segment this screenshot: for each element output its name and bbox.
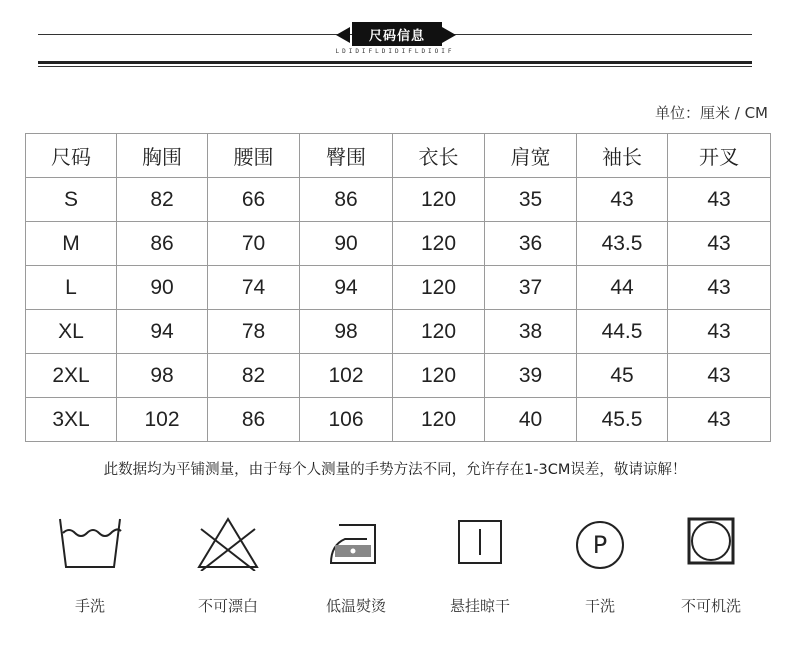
- hang-dry-icon: [445, 515, 515, 571]
- care-label: 手洗: [74, 597, 105, 615]
- table-cell: 120: [393, 222, 485, 266]
- table-cell: 43: [668, 266, 771, 310]
- care-dry-clean: [540, 515, 660, 625]
- table-cell: 43: [668, 354, 771, 398]
- table-cell: 120: [393, 178, 485, 222]
- table-cell: 38: [485, 310, 577, 354]
- do-not-bleach-icon: [193, 515, 263, 571]
- table-cell: 36: [485, 222, 577, 266]
- table-cell: 43: [668, 398, 771, 442]
- table-cell: 94: [117, 310, 208, 354]
- table-cell: S: [26, 178, 117, 222]
- table-cell: 74: [208, 266, 300, 310]
- table-cell: 44: [577, 266, 668, 310]
- table-cell: 82: [117, 178, 208, 222]
- table-cell: 45.5: [577, 398, 668, 442]
- hand-wash-icon: [55, 515, 125, 571]
- section-title: 尺码信息: [352, 22, 442, 46]
- table-cell: L: [26, 266, 117, 310]
- table-cell: 3XL: [26, 398, 117, 442]
- header-cell: 胸围: [117, 134, 208, 178]
- care-label: 干洗: [584, 597, 615, 615]
- table-row: [26, 266, 771, 310]
- table-cell: 86: [300, 178, 393, 222]
- header-cell: 开叉: [668, 134, 771, 178]
- header-cell: 肩宽: [485, 134, 577, 178]
- table-cell: 78: [208, 310, 300, 354]
- do-not-tumble-dry-icon: [676, 515, 746, 571]
- header-flag-left: [336, 27, 350, 43]
- table-row: [26, 310, 771, 354]
- table-row: [26, 398, 771, 442]
- care-hand-wash: [30, 515, 150, 625]
- table-cell: 120: [393, 398, 485, 442]
- table-cell: 94: [300, 266, 393, 310]
- care-label: 不可漂白: [197, 597, 258, 615]
- header-cell: 衣长: [393, 134, 485, 178]
- table-row: [26, 178, 771, 222]
- table-row: [26, 354, 771, 398]
- table-cell: 40: [485, 398, 577, 442]
- table-cell: 120: [393, 266, 485, 310]
- measurement-note: 此数据均为平铺测量，由于每个人测量的手势方法不同，允许存在1-3CM误差，敬请谅解！: [103, 462, 687, 478]
- header-flag-right: [442, 27, 456, 43]
- table-cell: 66: [208, 178, 300, 222]
- header-cell: 尺码: [26, 134, 117, 178]
- dry-clean-icon: [565, 515, 635, 571]
- table-cell: 86: [208, 398, 300, 442]
- header-rule-thin: [38, 66, 752, 67]
- table-cell: 90: [117, 266, 208, 310]
- table-cell: 43.5: [577, 222, 668, 266]
- table-cell: 44.5: [577, 310, 668, 354]
- table-cell: M: [26, 222, 117, 266]
- table-cell: 102: [117, 398, 208, 442]
- table-cell: XL: [26, 310, 117, 354]
- section-subtitle: LDIDIFLDIDIFLDIOIF: [335, 48, 455, 55]
- svg-text:P: P: [592, 531, 608, 559]
- table-cell: 106: [300, 398, 393, 442]
- table-cell: 43: [668, 178, 771, 222]
- table-cell: 98: [117, 354, 208, 398]
- table-cell: 90: [300, 222, 393, 266]
- table-cell: 98: [300, 310, 393, 354]
- table-cell: 35: [485, 178, 577, 222]
- care-do-not-tumble-dry: [651, 515, 771, 625]
- table-row: [26, 222, 771, 266]
- table-cell: 43: [577, 178, 668, 222]
- table-cell: 82: [208, 354, 300, 398]
- care-hang-dry: [420, 515, 540, 625]
- table-cell: 102: [300, 354, 393, 398]
- care-label: 不可机洗: [680, 597, 741, 615]
- header-rule-thick: [38, 61, 752, 64]
- table-cell: 45: [577, 354, 668, 398]
- table-cell: 43: [668, 222, 771, 266]
- size-table: [25, 133, 771, 442]
- table-cell: 39: [485, 354, 577, 398]
- table-cell: 2XL: [26, 354, 117, 398]
- table-cell: 70: [208, 222, 300, 266]
- header-cell: 袖长: [577, 134, 668, 178]
- table-cell: 37: [485, 266, 577, 310]
- unit-label: 单位：厘米 / CM: [654, 104, 768, 122]
- low-temp-iron-icon: [321, 515, 391, 571]
- care-do-not-bleach: [168, 515, 288, 625]
- care-label: 悬挂晾干: [449, 597, 510, 615]
- table-cell: 120: [393, 354, 485, 398]
- table-header-row: [26, 134, 771, 178]
- care-low-temp-iron: [296, 515, 416, 625]
- header-cell: 臀围: [300, 134, 393, 178]
- table-cell: 86: [117, 222, 208, 266]
- care-label: 低温熨烫: [325, 597, 386, 615]
- table-cell: 120: [393, 310, 485, 354]
- header-cell: 腰围: [208, 134, 300, 178]
- table-cell: 43: [668, 310, 771, 354]
